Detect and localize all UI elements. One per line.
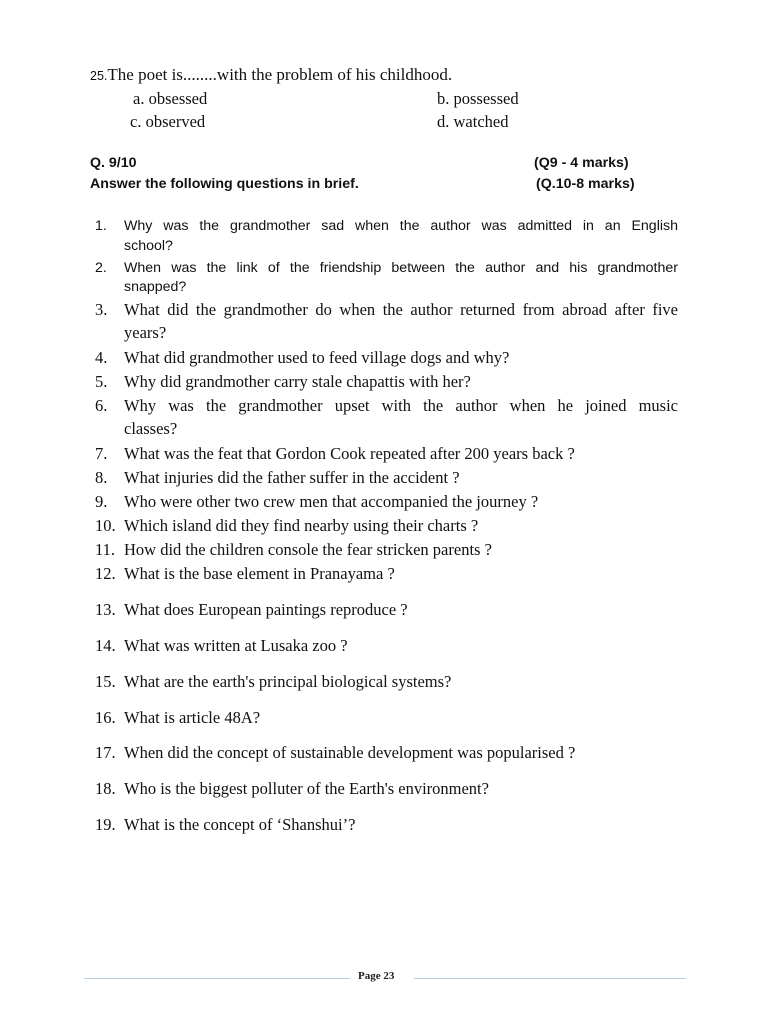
question-text: What is the concept of ‘Shanshui’? [124,815,356,834]
question-text: How did the children console the fear stricken parents ? [124,540,492,559]
question-25 [90,65,452,85]
question-number: 7. [95,444,108,463]
question-number: 13. [95,600,116,619]
section-instruction: Answer the following questions in brief. [90,176,359,192]
question-text: What injuries did the father suffer in the accident ? [124,468,460,487]
question-text: What was written at Lusaka zoo ? [124,636,348,655]
question-text: Which island did they find nearby using their charts ? [124,516,479,535]
question-text: What is the base element in Pranayama ? [124,564,395,583]
question-text: What was the feat that Gordon Cook repeated after 200 years back ? [124,444,575,463]
question-text: When did the concept of sustainable development was popularised ? [124,743,576,762]
question-number: 18. [95,779,116,798]
question-text-continued: classes? [124,419,178,438]
question-text: What is article 48A? [124,708,261,727]
question-text: When was the link of the friendship between the author and his grandmother [124,260,678,276]
question-number: 10. [95,516,116,535]
question-text: Why was the grandmother sad when the author was admitted in an English [124,218,678,234]
question-25-number: 25. [90,69,108,83]
question-number: 8. [95,468,108,487]
question-25-stem: The poet is........with the problem of his childhood. [107,65,453,84]
option-a: a. obsessed [133,89,208,108]
question-text: What does European paintings reproduce ? [124,600,408,619]
question-number: 19. [95,815,116,834]
question-text: Why did grandmother carry stale chapattis with her? [124,372,471,391]
question-text: What did grandmother used to feed village dogs and why? [124,348,510,367]
question-number: 17. [95,743,116,762]
question-text: What did the grandmother do when the author returned from abroad after five [124,300,678,319]
question-text: Who is the biggest polluter of the Earth's environment? [124,779,489,798]
marks-q10: (Q.10-8 marks) [536,176,635,192]
question-number: 1. [95,218,107,234]
footer-divider-left [84,978,350,979]
question-number: 5. [95,372,108,391]
question-number: 4. [95,348,108,367]
option-d: d. watched [437,112,509,131]
question-number: 15. [95,672,116,691]
question-text-continued: years? [124,323,167,342]
page-number: Page 23 [358,970,395,982]
question-text: Why was the grandmother upset with the author when he joined music [124,396,678,415]
option-b: b. possessed [437,89,519,108]
question-number: 9. [95,492,108,511]
question-number: 6. [95,396,108,415]
section-heading: Q. 9/10 [90,155,137,171]
question-text-continued: school? [124,238,173,254]
footer-divider-right [414,978,686,979]
question-text: Who were other two crew men that accompanied the journey ? [124,492,539,511]
marks-q9: (Q9 - 4 marks) [534,155,629,171]
question-number: 11. [95,540,116,559]
question-number: 3. [95,300,108,319]
question-number: 16. [95,708,116,727]
question-number: 14. [95,636,116,655]
question-text: What are the earth's principal biological systems? [124,672,452,691]
question-number: 2. [95,260,107,276]
option-c: c. observed [130,112,206,131]
question-number: 12. [95,564,116,583]
question-text-continued: snapped? [124,279,187,295]
